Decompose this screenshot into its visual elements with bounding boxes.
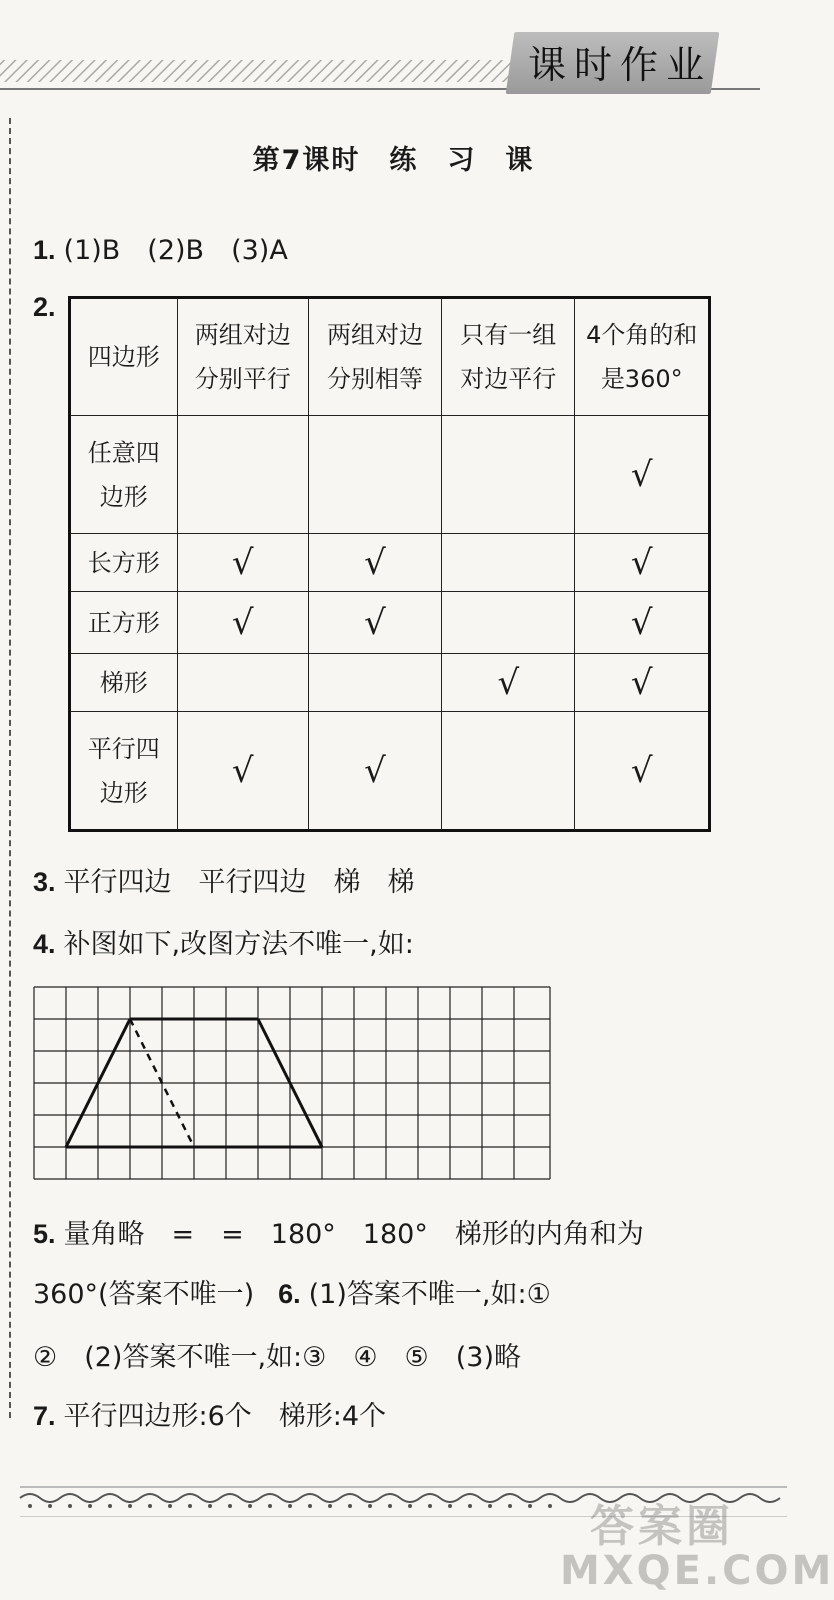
row-name: 任意四边形 [70,416,178,534]
answer-text: (1)B (2)B (3)A [63,235,288,266]
row-name: 正方形 [70,592,178,654]
check-cell: √ [575,534,710,592]
header-cell: 4个角的和是360° [575,298,710,416]
watermark [560,1490,834,1600]
question-number: 3. [33,867,56,897]
table-row [70,654,710,712]
check-cell [177,654,308,712]
check-cell: √ [177,534,308,592]
question-4 [33,922,414,961]
question-6-cont [33,1335,521,1374]
check-cell: √ [308,592,441,654]
answer-text: 平行四边形:6个 梯形:4个 [63,1401,387,1432]
check-cell: √ [575,654,710,712]
question-1 [33,228,288,267]
drawing-grid [33,986,551,1186]
check-cell [442,592,575,654]
watermark-url: MXQE.COM [560,1548,834,1594]
check-cell: √ [177,712,308,831]
header-cell: 两组对边分别相等 [308,298,441,416]
check-cell [442,416,575,534]
table-row [70,592,710,654]
grid-lines [34,987,550,1179]
check-cell: √ [308,712,441,831]
question-5-cont [33,1272,551,1311]
row-name: 梯形 [70,654,178,712]
check-cell: √ [442,654,575,712]
row-name: 平行四边形 [70,712,178,831]
answer-text: 补图如下,改图方法不唯一,如: [63,929,414,960]
header-tag: 课时作业 [527,43,712,87]
question-number: 4. [33,929,56,959]
answer-text: 360°(答案不唯一) [33,1279,255,1310]
check-cell: √ [575,712,710,831]
check-cell [308,416,441,534]
table-row [70,416,710,534]
watermark-text: 答案圈 [590,1501,734,1552]
question-3 [33,860,415,899]
check-cell: √ [575,592,710,654]
lesson-title: 第7课时 练 习 课 [252,145,535,176]
header-stripe [0,52,520,92]
check-cell [308,654,441,712]
check-cell: √ [308,534,441,592]
answer-text: ② (2)答案不唯一,如:③ ④ ⑤ (3)略 [33,1342,521,1373]
check-cell [177,416,308,534]
question-number: 6. [278,1279,301,1309]
quadrilateral-table [68,296,711,832]
check-cell: √ [575,416,710,534]
check-cell [442,534,575,592]
question-number: 5. [33,1219,56,1249]
answer-text: (1)答案不唯一,如:① [308,1279,551,1310]
table-row [70,534,710,592]
question-number: 7. [33,1401,56,1431]
margin-dashed-line [9,118,11,1418]
table-row [70,712,710,831]
question-number: 1. [33,235,56,265]
table-header-row [70,298,710,416]
check-cell [442,712,575,831]
question-5 [33,1212,644,1251]
check-cell: √ [177,592,308,654]
question-2-number: 2. [33,292,56,322]
header-cell: 四边形 [70,298,178,416]
grid-figure [33,986,551,1182]
answer-text: 平行四边 平行四边 梯 梯 [63,867,415,898]
header-cell: 只有一组对边平行 [442,298,575,416]
question-7 [33,1394,386,1433]
header-cell: 两组对边分别平行 [177,298,308,416]
answer-text: 量角略 = = 180° 180° 梯形的内角和为 [63,1219,644,1250]
row-name: 长方形 [70,534,178,592]
